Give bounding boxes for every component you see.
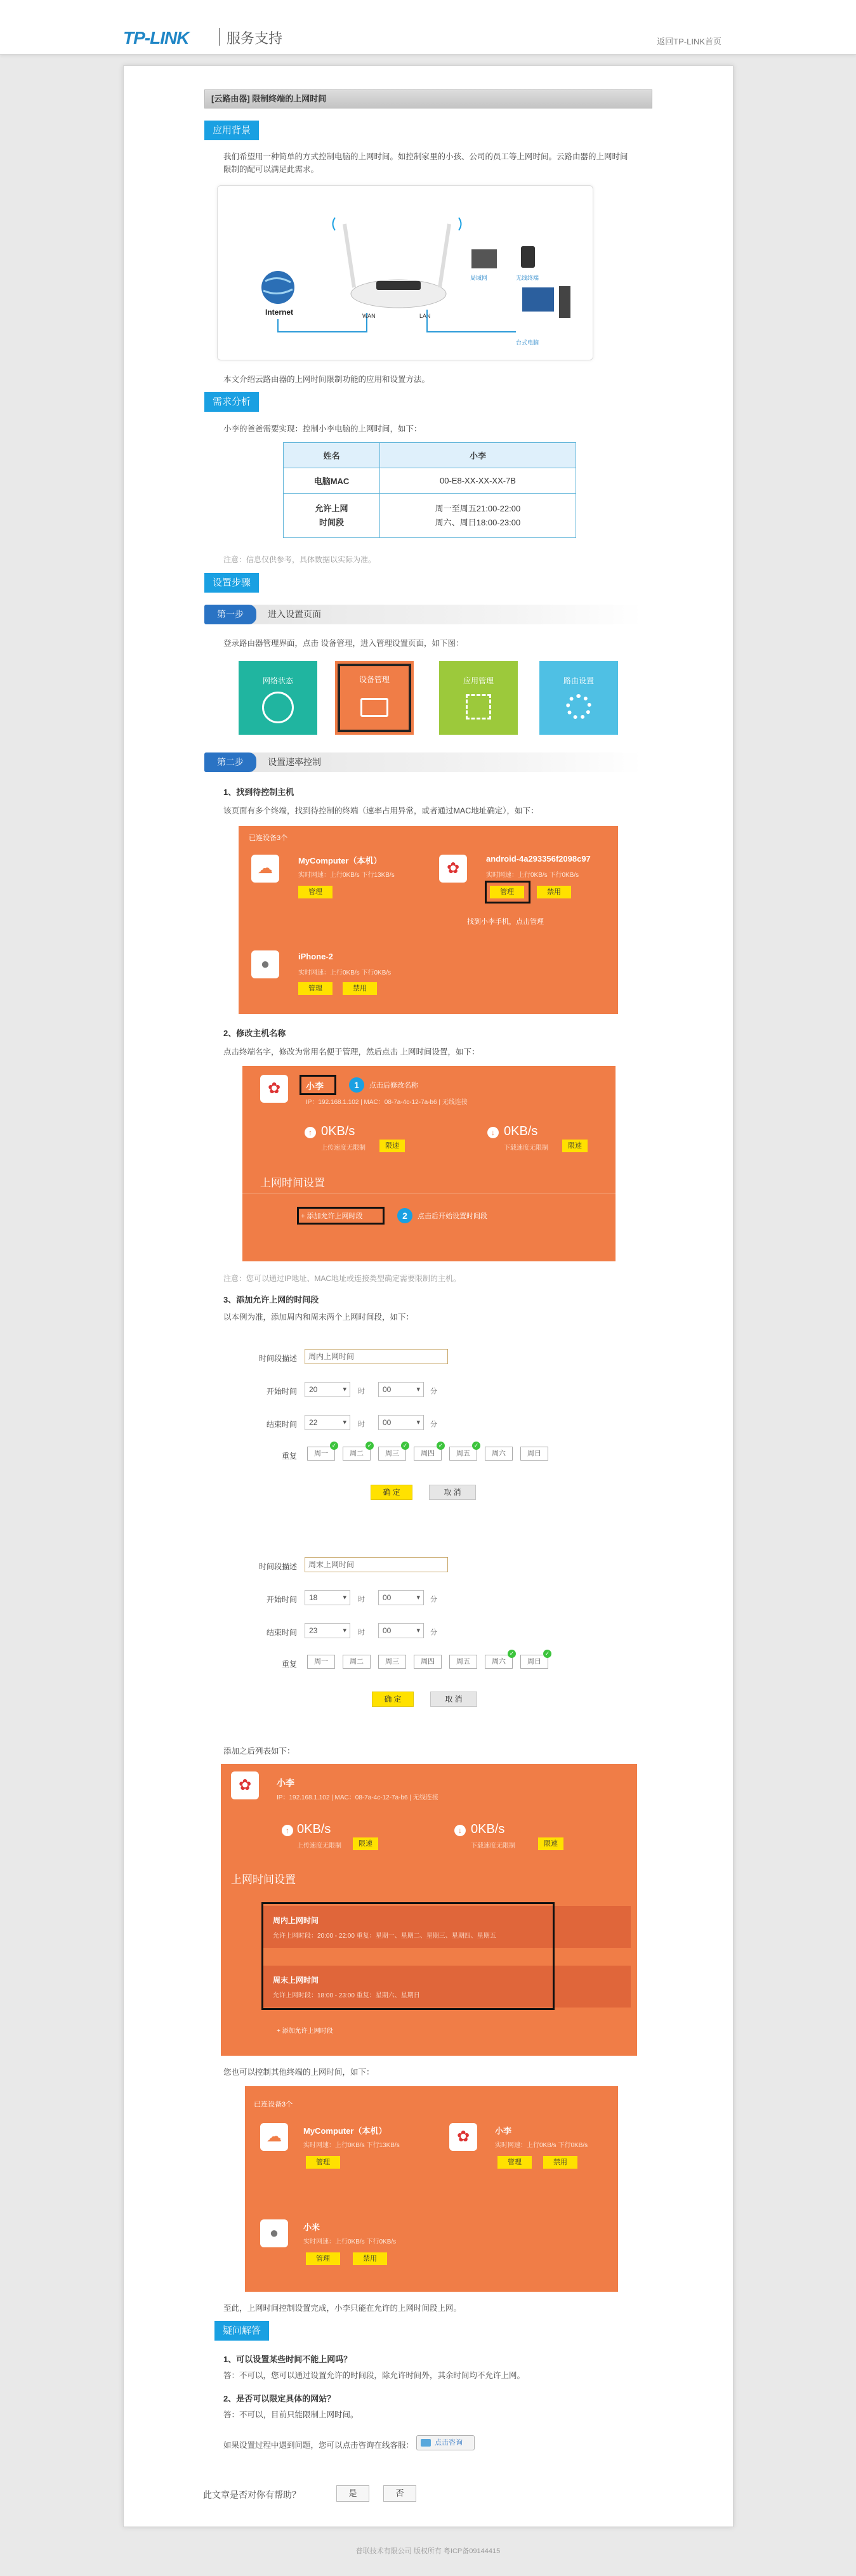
form1-hour-unit-2: 时 [358, 1421, 365, 1428]
manage-button-android[interactable]: 管理 [490, 886, 524, 898]
huawei-icon: ✿ [231, 1771, 259, 1799]
panel3-section-title: 上网时间设置 [231, 1874, 296, 1886]
tile-app-management-label: 应用管理 [463, 676, 494, 685]
download-speed: 0KB/s [504, 1124, 538, 1138]
manage-button-iphone[interactable]: 管理 [298, 982, 333, 995]
panel4-manage-mycomputer[interactable]: 管理 [306, 2156, 340, 2169]
panel3-download-speed: 0KB/s [471, 1822, 505, 1836]
gear-icon [566, 694, 591, 720]
section-tag-background: 应用背景 [204, 121, 259, 140]
panel1-header: 已连设备3个 [249, 834, 288, 842]
edit-name-hint: 点击后修改名称 [369, 1082, 418, 1089]
slot1-detail: 允许上网时段：20:00 - 22:00 重复：星期一、星期二、星期三、星期四、星期五 [273, 1933, 496, 1940]
form1-hour-unit: 时 [358, 1388, 365, 1395]
panel3-upload-limit-button[interactable]: 限速 [353, 1837, 378, 1850]
tile-device-management[interactable] [335, 661, 414, 735]
chat-icon [421, 2439, 431, 2447]
time-label-line2: 时间段 [319, 517, 344, 527]
form2-day-thu[interactable]: 周四 [414, 1655, 442, 1669]
online-service-label: 点击咨询 [435, 2439, 463, 2447]
device-speed-iphone: 实时网速：上行0KB/s 下行0KB/s [298, 969, 392, 976]
slot2-title: 周末上网时间 [273, 1976, 319, 1985]
faq-question-1: 1、可以设置某些时间不能上网吗？ [223, 2355, 352, 2364]
home-link[interactable]: 返回TP-LINK首页 [657, 37, 721, 46]
background-text-1: 我们希望用一种简单的方式控制电脑的上网时间。如控制家里的小孩、公司的员工等上网时间。云路由器的上网时间 [223, 152, 628, 161]
panel4-device-xiaoli[interactable]: 小李 [495, 2126, 512, 2136]
form2-start-hour[interactable]: 18 ▾ [305, 1590, 350, 1605]
feedback-yes-button[interactable]: 是 [336, 2485, 369, 2502]
panel3-download-limit-button[interactable]: 限速 [538, 1837, 563, 1850]
time-weekend: 周六、周日18:00-23:00 [435, 517, 521, 527]
add-time-slot-link[interactable]: + 添加允许上网时段 [301, 1212, 363, 1220]
desktop-label: 台式电脑 [516, 339, 539, 346]
analysis-note: 注意：信息仅供参考，具体数据以实际为准。 [223, 555, 376, 564]
panel3-upload-label: 上传速度无限制 [297, 1843, 341, 1850]
download-icon: ↓ [487, 1127, 499, 1138]
table-header-person: 小李 [380, 443, 576, 468]
huawei-icon: ✿ [449, 2123, 477, 2151]
form1-start-label: 开始时间 [266, 1387, 297, 1396]
wan-label: WAN [362, 313, 376, 319]
logo-divider [219, 28, 220, 46]
device-list-panel-2 [245, 2086, 618, 2292]
top-header [0, 0, 856, 55]
form1-day-mon[interactable]: 周一 ✓ [307, 1447, 335, 1461]
device-name-iphone[interactable]: iPhone-2 [298, 952, 333, 961]
form2-end-hour[interactable]: 23 ▾ [305, 1623, 350, 1638]
upload-speed: 0KB/s [321, 1124, 355, 1138]
time-label-line1: 允许上网 [315, 503, 348, 513]
service-support-title: 服务支持 [227, 30, 283, 46]
tile-router-settings-label: 路由设置 [563, 676, 594, 685]
download-icon: ↓ [454, 1825, 466, 1836]
computer-icon: ☁ [251, 855, 279, 883]
highlight-frame-add [297, 1207, 385, 1225]
panel3-upload-speed: 0KB/s [297, 1822, 331, 1836]
faq-answer-2: 答：不可以，目前只能限制上网时间。 [223, 2410, 359, 2419]
panel4-manage-xiaoli[interactable]: 管理 [497, 2156, 532, 2169]
globe-icon [262, 692, 294, 723]
form2-hour-unit-2: 时 [358, 1629, 365, 1636]
highlight-frame-manage [485, 881, 530, 904]
panel3-download-label: 下载速度无限制 [471, 1843, 515, 1850]
setup-summary: 至此，上网时间控制设置完成，小李只能在允许的上网时间段上网。 [223, 2304, 462, 2313]
table-cell-mac-label: 电脑MAC [284, 468, 380, 494]
slot1-title: 周内上网时间 [273, 1916, 319, 1925]
feedback-no-button[interactable]: 否 [383, 2485, 416, 2502]
step-number-2: 2 [397, 1208, 412, 1223]
wifi-terminal-label: 无线终端 [516, 275, 539, 281]
panel4-speed-mycomputer: 实时网速：上行0KB/s 下行13KB/s [303, 2142, 400, 2149]
footer-copyright: 普联技术有限公司 版权所有 粤ICP备09144415 [355, 2547, 501, 2555]
form2-day-wed[interactable]: 周三 [378, 1655, 406, 1669]
form1-desc-input[interactable]: 周内上网时间 [305, 1349, 448, 1364]
tile-router-settings[interactable] [539, 661, 618, 735]
form1-end-minute[interactable]: 00 ▾ [378, 1415, 424, 1430]
form1-end-label: 结束时间 [266, 1420, 297, 1429]
form1-repeat-label: 重复 [281, 1452, 297, 1461]
manage-button-mycomputer[interactable]: 管理 [298, 886, 333, 898]
step2-heading-1: 1、找到待控制主机 [223, 787, 294, 797]
requirement-table [283, 442, 576, 538]
online-service-button[interactable] [416, 2435, 475, 2450]
tile-device-management-label: 设备管理 [359, 675, 390, 684]
form1-start-hour[interactable]: 20 ▾ [305, 1382, 350, 1397]
upload-icon: ↑ [305, 1127, 316, 1138]
form2-day-tue[interactable]: 周二 [343, 1655, 371, 1669]
panel3-device-name[interactable]: 小李 [277, 1778, 294, 1788]
download-limit-label: 下载速度无限制 [504, 1145, 548, 1152]
router-diagram-illustration [218, 186, 594, 361]
contact-text: 如果设置过程中遇到问题，您可以点击咨询在线客服： [223, 2441, 414, 2450]
time-weekday: 周一至周五21:00-22:00 [435, 503, 521, 513]
step1-title: 进入设置页面 [268, 609, 321, 619]
internet-label: Internet [265, 308, 294, 317]
device-name-editable[interactable]: 小李 [306, 1081, 324, 1091]
form2-day-mon[interactable]: 周一 [307, 1655, 335, 1669]
device-detail-panel [242, 1066, 616, 1261]
apple-icon: ● [251, 950, 279, 978]
form2-end-minute[interactable]: 00 ▾ [378, 1623, 424, 1638]
form1-end-hour[interactable]: 22 ▾ [305, 1415, 350, 1430]
step2-heading-2: 2、修改主机名称 [223, 1028, 286, 1038]
article-title: [云路由器] 限制终端的上网时间 [204, 89, 652, 108]
panel3-add-slot-link[interactable]: + 添加允许上网时段 [277, 2028, 333, 2035]
panel4-header: 已连设备3个 [254, 2101, 293, 2108]
add-slot-hint: 点击后开始设置时间段 [418, 1212, 487, 1220]
step2-text-1: 该页面有多个终端，找到待控制的终端（速率占用异常，或者通过MAC地址确定），如下： [223, 806, 539, 815]
time-slot-list-panel [221, 1764, 637, 2056]
form1-confirm-button[interactable]: 确 定 [371, 1485, 412, 1500]
tile-network-status[interactable] [239, 661, 317, 735]
upload-limit-label: 上传速度无限制 [321, 1145, 365, 1152]
slot2-detail: 允许上网时段：18:00 - 23:00 重复：星期六、星期日 [273, 1992, 420, 1999]
step1-bar [204, 605, 642, 624]
device-name-android[interactable]: android-4a293356f2098c97 [486, 854, 591, 864]
panel4-device-mycomputer[interactable]: MyComputer（本机） [303, 2126, 387, 2136]
huawei-icon: ✿ [260, 1075, 288, 1103]
online-time-section-title: 上网时间设置 [260, 1177, 325, 1189]
panel4-disable-xiaoli[interactable]: 禁用 [543, 2156, 577, 2169]
tile-app-management[interactable] [439, 661, 518, 735]
faq-answer-1: 答：不可以，您可以通过设置允许的时间段，除允许时间外，其余时间均不允许上网。 [223, 2371, 525, 2380]
huawei-icon: ✿ [439, 855, 467, 883]
step-number-1: 1 [349, 1077, 364, 1093]
form1-minute-unit: 分 [430, 1388, 437, 1395]
computer-icon: ☁ [260, 2123, 288, 2151]
laptop-icon [360, 698, 388, 717]
form2-day-sat[interactable]: 周六 ✓ [485, 1655, 513, 1669]
panel4-speed-xiaoli: 实时网速：上行0KB/s 下行0KB/s [495, 2142, 588, 2149]
analysis-intro: 小李的爸爸需要实现：控制小李电脑的上网时间，如下： [223, 424, 422, 433]
panel4-manage-xiaomi[interactable]: 管理 [306, 2252, 340, 2265]
download-limit-button[interactable]: 限速 [562, 1140, 588, 1152]
network-diagram [217, 185, 593, 360]
other-devices-text: 您也可以控制其他终端的上网时间，如下： [223, 2068, 374, 2077]
table-cell-time-label [284, 494, 380, 538]
form1-day-sat[interactable]: 周六 [485, 1447, 513, 1461]
form1-day-tue[interactable]: 周二 ✓ [343, 1447, 371, 1461]
table-cell-mac: 00-E8-XX-XX-XX-7B [380, 468, 576, 494]
form1-day-wed[interactable]: 周三 ✓ [378, 1447, 406, 1461]
form2-hour-unit: 时 [358, 1596, 365, 1603]
device-ip-mac: IP：192.168.1.102 | MAC：08-7a-4c-12-7a-b6 | 无线连接 [306, 1099, 468, 1106]
step2-text-3: 以本例为准，添加周内和周末两个上网时间段，如下： [223, 1313, 414, 1322]
upload-limit-button[interactable]: 限速 [379, 1140, 405, 1152]
step2-title: 设置速率控制 [268, 757, 321, 767]
feedback-question: 此文章是否对你有帮助？ [203, 2490, 301, 2500]
table-header-name: 姓名 [284, 443, 380, 468]
device-list-panel [239, 826, 618, 1014]
form2-minute-unit: 分 [430, 1596, 437, 1603]
form2-desc-input[interactable]: 周末上网时间 [305, 1557, 448, 1572]
form2-minute-unit-2: 分 [430, 1629, 437, 1636]
apps-grid-icon [466, 694, 491, 720]
upload-icon: ↑ [282, 1825, 293, 1836]
manage-hint: 找到小李手机，点击管理 [467, 918, 544, 926]
form1-day-sun[interactable]: 周日 [520, 1447, 548, 1461]
highlight-frame-name [300, 1075, 336, 1095]
step1-text: 登录路由器管理界面，点击 设备管理，进入管理设置页面，如下图： [223, 639, 464, 648]
form1-minute-unit-2: 分 [430, 1421, 437, 1428]
highlight-frame-slots [261, 1902, 555, 2010]
form1-desc-label: 时间段描述 [258, 1354, 297, 1363]
step2-tag: 第二步 [204, 752, 256, 772]
panel3-ip-mac: IP：192.168.1.102 | MAC：08-7a-4c-12-7a-b6 | 无线连接 [277, 1794, 438, 1801]
tp-link-logo[interactable]: TP-LINK [123, 28, 189, 48]
background-text-2: 限制的配可以满足此需求。 [223, 165, 319, 174]
after-add-label: 添加之后列表如下： [223, 1747, 295, 1756]
form2-start-label: 开始时间 [266, 1595, 297, 1604]
tile-network-status-label: 网络状态 [262, 676, 293, 685]
disable-button-android[interactable]: 禁用 [537, 886, 571, 898]
panel4-speed-xiaomi: 实时网速：上行0KB/s 下行0KB/s [303, 2238, 397, 2245]
form2-end-label: 结束时间 [266, 1628, 297, 1637]
form1-start-minute[interactable]: 00 ▾ [378, 1382, 424, 1397]
section-tag-steps: 设置步骤 [204, 573, 259, 593]
device-name-mycomputer[interactable]: MyComputer（本机） [298, 856, 382, 865]
form2-cancel-button[interactable]: 取 消 [430, 1692, 477, 1707]
form2-start-minute[interactable]: 00 ▾ [378, 1590, 424, 1605]
faq-question-2: 2、是否可以限定具体的网站？ [223, 2394, 336, 2403]
device-speed-android: 实时网速：上行0KB/s 下行0KB/s [486, 872, 579, 879]
disable-button-iphone[interactable]: 禁用 [343, 982, 377, 995]
apple-icon: ● [260, 2219, 288, 2247]
step2-note: 注意：您可以通过IP地址、MAC地址或连接类型确定需要限制的主机。 [223, 1274, 461, 1283]
lan-label: LAN [419, 313, 431, 319]
form1-day-thu[interactable]: 周四 ✓ [414, 1447, 442, 1461]
panel4-disable-xiaomi[interactable]: 禁用 [353, 2252, 387, 2265]
background-summary: 本文介绍云路由器的上网时间限制功能的应用和设置方法。 [223, 375, 430, 384]
form1-cancel-button[interactable]: 取 消 [429, 1485, 476, 1500]
form2-repeat-label: 重复 [281, 1660, 297, 1669]
form2-confirm-button[interactable]: 确 定 [372, 1692, 414, 1707]
step2-heading-3: 3、添加允许上网的时间段 [223, 1295, 319, 1304]
switch-label: 局域网 [470, 275, 488, 281]
step1-tag: 第一步 [204, 605, 256, 624]
step2-text-2: 点击终端名字，修改为常用名便于管理，然后点击 上网时间设置，如下： [223, 1048, 480, 1056]
table-cell-time [380, 494, 576, 538]
panel4-device-xiaomi[interactable]: 小米 [303, 2223, 320, 2232]
form1-day-fri[interactable]: 周五 ✓ [449, 1447, 477, 1461]
form2-desc-label: 时间段描述 [258, 1562, 297, 1571]
step2-bar [204, 752, 642, 772]
form2-day-sun[interactable]: 周日 ✓ [520, 1655, 548, 1669]
section-tag-faq: 疑问解答 [214, 2321, 269, 2341]
section-tag-analysis: 需求分析 [204, 392, 259, 412]
form2-day-fri[interactable]: 周五 [449, 1655, 477, 1669]
device-speed-mycomputer: 实时网速：上行0KB/s 下行13KB/s [298, 872, 395, 879]
